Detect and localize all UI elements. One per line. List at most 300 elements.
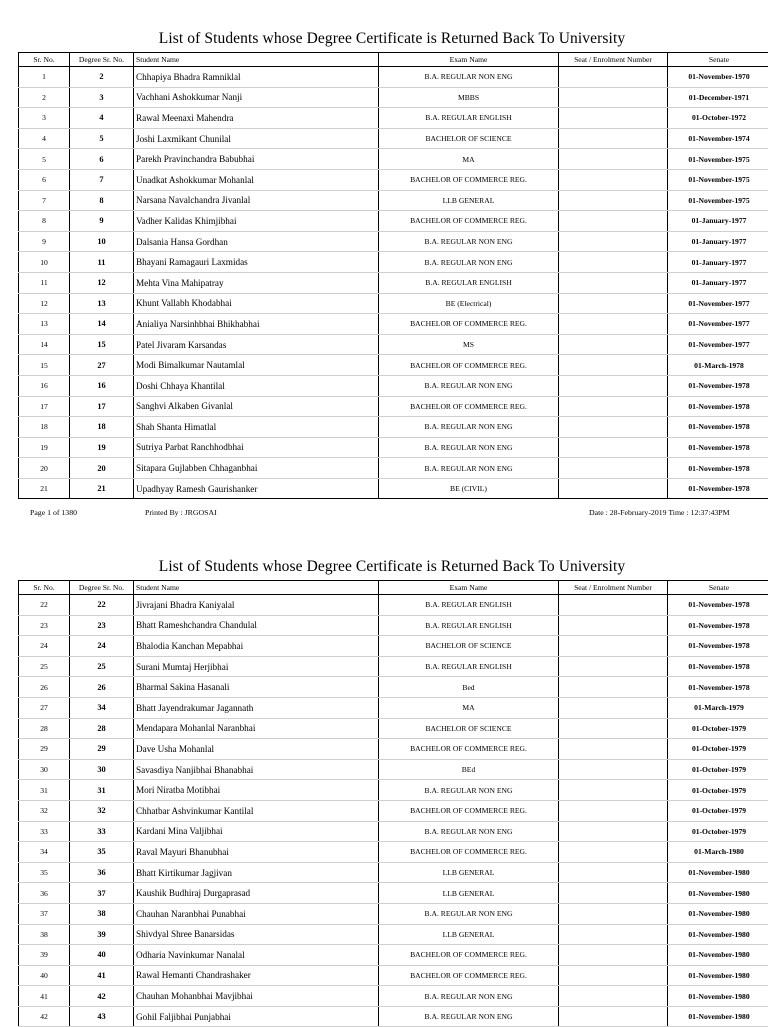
cell-sr-no: 23	[19, 615, 70, 636]
cell-degree-sr-no: 43	[70, 1006, 134, 1027]
cell-degree-sr-no: 23	[70, 615, 134, 636]
cell-degree-sr-no: 15	[70, 334, 134, 355]
cell-seat-number	[559, 231, 668, 252]
cell-student-name: Narsana Navalchandra Jivanlal	[134, 190, 379, 211]
cell-degree-sr-no: 21	[70, 478, 134, 499]
cell-sr-no: 10	[19, 252, 70, 273]
cell-exam-name: B.A. REGULAR NON ENG	[379, 437, 559, 458]
cell-seat-number	[559, 986, 668, 1007]
cell-seat-number	[559, 759, 668, 780]
table-row	[19, 211, 768, 232]
cell-degree-sr-no: 42	[70, 986, 134, 1007]
cell-degree-sr-no: 39	[70, 924, 134, 945]
table-row	[19, 986, 768, 1007]
cell-senate: 01-November-1980	[668, 945, 768, 966]
table-row	[19, 759, 768, 780]
cell-student-name: Chauhan Naranbhai Punabhai	[134, 903, 379, 924]
students-table	[18, 52, 768, 499]
print-date-time: Date : 28-February-2019 Time : 12:37:43PM	[589, 508, 730, 517]
cell-exam-name: LLB GENERAL	[379, 190, 559, 211]
cell-exam-name: BEd	[379, 759, 559, 780]
cell-student-name: Chhapiya Bhadra Ramniklal	[134, 67, 379, 88]
cell-seat-number	[559, 821, 668, 842]
cell-degree-sr-no: 16	[70, 375, 134, 396]
cell-senate: 01-November-1980	[668, 883, 768, 904]
cell-senate: 01-January-1977	[668, 231, 768, 252]
cell-senate: 01-November-1980	[668, 986, 768, 1007]
cell-student-name: Dave Usha Mohanlal	[134, 739, 379, 760]
cell-degree-sr-no: 31	[70, 780, 134, 801]
cell-exam-name: BACHELOR OF COMMERCE REG.	[379, 314, 559, 335]
cell-student-name: Vadher Kalidas Khimjibhai	[134, 211, 379, 232]
cell-exam-name: BACHELOR OF COMMERCE REG.	[379, 169, 559, 190]
cell-exam-name: BACHELOR OF COMMERCE REG.	[379, 211, 559, 232]
cell-seat-number	[559, 211, 668, 232]
cell-seat-number	[559, 334, 668, 355]
cell-senate: 01-November-1980	[668, 903, 768, 924]
cell-degree-sr-no: 40	[70, 945, 134, 966]
table-row	[19, 272, 768, 293]
cell-sr-no: 40	[19, 965, 70, 986]
cell-senate: 01-November-1978	[668, 478, 768, 499]
cell-seat-number	[559, 924, 668, 945]
cell-degree-sr-no: 3	[70, 87, 134, 108]
cell-seat-number	[559, 169, 668, 190]
cell-sr-no: 16	[19, 375, 70, 396]
cell-exam-name: B.A. REGULAR ENGLISH	[379, 656, 559, 677]
cell-senate: 01-November-1978	[668, 595, 768, 616]
cell-sr-no: 33	[19, 821, 70, 842]
cell-sr-no: 27	[19, 697, 70, 718]
cell-sr-no: 3	[19, 108, 70, 129]
table-row	[19, 780, 768, 801]
cell-senate: 01-January-1977	[668, 252, 768, 273]
cell-senate: 01-November-1974	[668, 128, 768, 149]
page-title: List of Students whose Degree Certificate is Returned Back To University	[0, 558, 768, 576]
cell-exam-name: MS	[379, 334, 559, 355]
cell-degree-sr-no: 38	[70, 903, 134, 924]
table-row	[19, 355, 768, 376]
table-row	[19, 87, 768, 108]
cell-seat-number	[559, 862, 668, 883]
cell-student-name: Sanghvi Alkaben Givanlal	[134, 396, 379, 417]
cell-exam-name: B.A. REGULAR NON ENG	[379, 986, 559, 1007]
col-exam-name: Exam Name	[379, 581, 559, 595]
col-seat-number: Seat / Enrolment Number	[559, 581, 668, 595]
cell-seat-number	[559, 615, 668, 636]
cell-seat-number	[559, 739, 668, 760]
table-row	[19, 924, 768, 945]
cell-seat-number	[559, 293, 668, 314]
table-row	[19, 437, 768, 458]
cell-student-name: Kaushik Budhiraj Durgaprasad	[134, 883, 379, 904]
cell-senate: 01-January-1977	[668, 272, 768, 293]
cell-student-name: Savasdiya Nanjibhai Bhanabhai	[134, 759, 379, 780]
cell-student-name: Upadhyay Ramesh Gaurishanker	[134, 478, 379, 499]
cell-exam-name: B.A. REGULAR NON ENG	[379, 1006, 559, 1027]
cell-student-name: Jivrajani Bhadra Kaniyalal	[134, 595, 379, 616]
cell-sr-no: 15	[19, 355, 70, 376]
cell-student-name: Shah Shanta Himatlal	[134, 417, 379, 438]
cell-sr-no: 9	[19, 231, 70, 252]
cell-senate: 01-March-1979	[668, 697, 768, 718]
cell-sr-no: 20	[19, 458, 70, 479]
cell-sr-no: 12	[19, 293, 70, 314]
cell-degree-sr-no: 17	[70, 396, 134, 417]
table-row	[19, 396, 768, 417]
cell-senate: 01-November-1978	[668, 375, 768, 396]
cell-senate: 01-November-1977	[668, 334, 768, 355]
cell-sr-no: 1	[19, 67, 70, 88]
cell-exam-name: B.A. REGULAR NON ENG	[379, 780, 559, 801]
cell-seat-number	[559, 417, 668, 438]
cell-seat-number	[559, 108, 668, 129]
cell-degree-sr-no: 12	[70, 272, 134, 293]
cell-exam-name: LLB GENERAL	[379, 883, 559, 904]
cell-student-name: Mehta Vina Mahipatray	[134, 272, 379, 293]
cell-sr-no: 29	[19, 739, 70, 760]
cell-student-name: Unadkat Ashokkumar Mohanlal	[134, 169, 379, 190]
cell-seat-number	[559, 780, 668, 801]
table-row	[19, 231, 768, 252]
cell-exam-name: BE (Electrical)	[379, 293, 559, 314]
cell-senate: 01-November-1978	[668, 417, 768, 438]
cell-senate: 01-March-1978	[668, 355, 768, 376]
cell-senate: 01-October-1979	[668, 739, 768, 760]
cell-exam-name: B.A. REGULAR ENGLISH	[379, 272, 559, 293]
cell-senate: 01-November-1978	[668, 615, 768, 636]
cell-senate: 01-October-1979	[668, 780, 768, 801]
cell-senate: 01-November-1978	[668, 677, 768, 698]
table-row	[19, 252, 768, 273]
cell-senate: 01-October-1979	[668, 821, 768, 842]
col-senate: Senate	[668, 581, 768, 595]
cell-seat-number	[559, 718, 668, 739]
cell-degree-sr-no: 14	[70, 314, 134, 335]
cell-degree-sr-no: 22	[70, 595, 134, 616]
cell-seat-number	[559, 272, 668, 293]
cell-student-name: Odharia Navinkumar Nanalal	[134, 945, 379, 966]
cell-exam-name: B.A. REGULAR NON ENG	[379, 375, 559, 396]
cell-senate: 01-November-1978	[668, 396, 768, 417]
cell-sr-no: 22	[19, 595, 70, 616]
table-row	[19, 67, 768, 88]
table-row	[19, 149, 768, 170]
cell-seat-number	[559, 595, 668, 616]
cell-degree-sr-no: 26	[70, 677, 134, 698]
cell-senate: 01-November-1980	[668, 924, 768, 945]
cell-exam-name: BACHELOR OF COMMERCE REG.	[379, 355, 559, 376]
table-row	[19, 718, 768, 739]
cell-exam-name: B.A. REGULAR NON ENG	[379, 458, 559, 479]
table-row	[19, 128, 768, 149]
cell-seat-number	[559, 636, 668, 657]
cell-degree-sr-no: 19	[70, 437, 134, 458]
cell-seat-number	[559, 128, 668, 149]
cell-student-name: Gohil Faljibhai Punjabhai	[134, 1006, 379, 1027]
table-row	[19, 677, 768, 698]
cell-seat-number	[559, 437, 668, 458]
cell-degree-sr-no: 5	[70, 128, 134, 149]
cell-exam-name: B.A. REGULAR NON ENG	[379, 821, 559, 842]
table-row	[19, 615, 768, 636]
cell-senate: 01-November-1975	[668, 149, 768, 170]
cell-degree-sr-no: 2	[70, 67, 134, 88]
cell-degree-sr-no: 35	[70, 842, 134, 863]
cell-seat-number	[559, 903, 668, 924]
cell-exam-name: MBBS	[379, 87, 559, 108]
cell-sr-no: 34	[19, 842, 70, 863]
cell-seat-number	[559, 883, 668, 904]
col-student-name: Student Name	[134, 581, 379, 595]
cell-senate: 01-November-1978	[668, 656, 768, 677]
cell-senate: 01-October-1979	[668, 800, 768, 821]
table-row	[19, 595, 768, 616]
cell-seat-number	[559, 314, 668, 335]
cell-seat-number	[559, 945, 668, 966]
cell-degree-sr-no: 13	[70, 293, 134, 314]
cell-student-name: Doshi Chhaya Khantilal	[134, 375, 379, 396]
cell-exam-name: BACHELOR OF COMMERCE REG.	[379, 739, 559, 760]
table-row	[19, 800, 768, 821]
cell-sr-no: 17	[19, 396, 70, 417]
cell-sr-no: 41	[19, 986, 70, 1007]
cell-sr-no: 18	[19, 417, 70, 438]
table-row	[19, 821, 768, 842]
cell-sr-no: 21	[19, 478, 70, 499]
cell-sr-no: 38	[19, 924, 70, 945]
table-row	[19, 478, 768, 499]
cell-sr-no: 19	[19, 437, 70, 458]
cell-seat-number	[559, 149, 668, 170]
cell-degree-sr-no: 30	[70, 759, 134, 780]
cell-exam-name: Bed	[379, 677, 559, 698]
cell-student-name: Rawal Meenaxi Mahendra	[134, 108, 379, 129]
cell-exam-name: B.A. REGULAR NON ENG	[379, 67, 559, 88]
cell-degree-sr-no: 25	[70, 656, 134, 677]
cell-student-name: Shivdyal Shree Banarsidas	[134, 924, 379, 945]
cell-senate: 01-November-1975	[668, 190, 768, 211]
cell-student-name: Sutriya Parbat Ranchhodbhai	[134, 437, 379, 458]
cell-sr-no: 39	[19, 945, 70, 966]
cell-exam-name: BACHELOR OF COMMERCE REG.	[379, 965, 559, 986]
cell-student-name: Bhatt Jayendrakumar Jagannath	[134, 697, 379, 718]
table-row	[19, 293, 768, 314]
printed-by: Printed By : JRGOSAI	[145, 508, 217, 517]
cell-student-name: Modi Bimalkumar Nautamlal	[134, 355, 379, 376]
cell-student-name: Parekh Pravinchandra Babubhai	[134, 149, 379, 170]
cell-sr-no: 25	[19, 656, 70, 677]
cell-exam-name: BACHELOR OF COMMERCE REG.	[379, 800, 559, 821]
cell-degree-sr-no: 8	[70, 190, 134, 211]
cell-exam-name: LLB GENERAL	[379, 862, 559, 883]
table-row	[19, 636, 768, 657]
table-header-row	[19, 53, 768, 67]
cell-sr-no: 35	[19, 862, 70, 883]
cell-student-name: Surani Mumtaj Herjibhai	[134, 656, 379, 677]
cell-seat-number	[559, 375, 668, 396]
cell-student-name: Bhatt Rameshchandra Chandulal	[134, 615, 379, 636]
cell-seat-number	[559, 87, 668, 108]
cell-seat-number	[559, 656, 668, 677]
cell-exam-name: BE (CIVIL)	[379, 478, 559, 499]
cell-senate: 01-November-1977	[668, 314, 768, 335]
cell-degree-sr-no: 34	[70, 697, 134, 718]
table-row	[19, 697, 768, 718]
cell-sr-no: 36	[19, 883, 70, 904]
cell-degree-sr-no: 29	[70, 739, 134, 760]
cell-senate: 01-November-1980	[668, 1006, 768, 1027]
table-row	[19, 945, 768, 966]
cell-exam-name: MA	[379, 697, 559, 718]
table-row	[19, 417, 768, 438]
col-senate: Senate	[668, 53, 768, 67]
cell-senate: 01-December-1971	[668, 87, 768, 108]
cell-seat-number	[559, 355, 668, 376]
cell-degree-sr-no: 32	[70, 800, 134, 821]
cell-sr-no: 30	[19, 759, 70, 780]
table-row	[19, 334, 768, 355]
cell-sr-no: 32	[19, 800, 70, 821]
cell-seat-number	[559, 190, 668, 211]
cell-degree-sr-no: 4	[70, 108, 134, 129]
cell-student-name: Bhayani Ramagauri Laxmidas	[134, 252, 379, 273]
cell-degree-sr-no: 33	[70, 821, 134, 842]
cell-student-name: Rawal Hemanti Chandrashaker	[134, 965, 379, 986]
cell-seat-number	[559, 478, 668, 499]
cell-exam-name: B.A. REGULAR NON ENG	[379, 231, 559, 252]
cell-degree-sr-no: 18	[70, 417, 134, 438]
cell-exam-name: BACHELOR OF COMMERCE REG.	[379, 945, 559, 966]
cell-sr-no: 31	[19, 780, 70, 801]
cell-exam-name: BACHELOR OF COMMERCE REG.	[379, 396, 559, 417]
cell-sr-no: 13	[19, 314, 70, 335]
cell-student-name: Vachhani Ashokkumar Nanji	[134, 87, 379, 108]
cell-senate: 01-November-1978	[668, 458, 768, 479]
cell-exam-name: B.A. REGULAR ENGLISH	[379, 108, 559, 129]
cell-degree-sr-no: 11	[70, 252, 134, 273]
col-sr-no: Sr. No.	[19, 581, 70, 595]
cell-exam-name: BACHELOR OF SCIENCE	[379, 636, 559, 657]
cell-sr-no: 11	[19, 272, 70, 293]
cell-exam-name: B.A. REGULAR ENGLISH	[379, 595, 559, 616]
cell-student-name: Chauhan Mohanbhai Mavjibhai	[134, 986, 379, 1007]
table-row	[19, 842, 768, 863]
cell-student-name: Sitapara Gujlabben Chhaganbhai	[134, 458, 379, 479]
cell-sr-no: 7	[19, 190, 70, 211]
students-table	[18, 580, 768, 1027]
table-row	[19, 965, 768, 986]
cell-sr-no: 5	[19, 149, 70, 170]
cell-exam-name: MA	[379, 149, 559, 170]
cell-senate: 01-November-1970	[668, 67, 768, 88]
cell-sr-no: 24	[19, 636, 70, 657]
table-row	[19, 190, 768, 211]
table-header-row	[19, 581, 768, 595]
col-degree-sr-no: Degree Sr. No.	[70, 581, 134, 595]
page-title: List of Students whose Degree Certificate is Returned Back To University	[0, 30, 768, 48]
table-row	[19, 883, 768, 904]
cell-student-name: Mendapara Mohanlal Naranbhai	[134, 718, 379, 739]
table-row	[19, 108, 768, 129]
cell-degree-sr-no: 6	[70, 149, 134, 170]
cell-senate: 01-March-1980	[668, 842, 768, 863]
cell-sr-no: 37	[19, 903, 70, 924]
cell-seat-number	[559, 697, 668, 718]
cell-seat-number	[559, 458, 668, 479]
cell-sr-no: 14	[19, 334, 70, 355]
cell-senate: 01-November-1977	[668, 293, 768, 314]
cell-sr-no: 4	[19, 128, 70, 149]
cell-senate: 01-October-1972	[668, 108, 768, 129]
cell-student-name: Bharmal Sakina Hasanali	[134, 677, 379, 698]
cell-sr-no: 42	[19, 1006, 70, 1027]
cell-seat-number	[559, 842, 668, 863]
cell-seat-number	[559, 252, 668, 273]
cell-student-name: Kardani Mina Valjibhai	[134, 821, 379, 842]
cell-senate: 01-November-1978	[668, 437, 768, 458]
cell-degree-sr-no: 36	[70, 862, 134, 883]
cell-student-name: Bhatt Kirtikumar Jagjivan	[134, 862, 379, 883]
cell-exam-name: BACHELOR OF COMMERCE REG.	[379, 842, 559, 863]
cell-exam-name: B.A. REGULAR NON ENG	[379, 417, 559, 438]
table-row	[19, 375, 768, 396]
cell-senate: 01-October-1979	[668, 759, 768, 780]
table-row	[19, 739, 768, 760]
cell-degree-sr-no: 10	[70, 231, 134, 252]
cell-senate: 01-January-1977	[668, 211, 768, 232]
table-row	[19, 458, 768, 479]
cell-exam-name: B.A. REGULAR NON ENG	[379, 252, 559, 273]
cell-senate: 01-October-1979	[668, 718, 768, 739]
cell-seat-number	[559, 677, 668, 698]
cell-degree-sr-no: 24	[70, 636, 134, 657]
table-row	[19, 656, 768, 677]
cell-student-name: Anialiya Narsinhbhai Bhikhabhai	[134, 314, 379, 335]
cell-degree-sr-no: 41	[70, 965, 134, 986]
col-sr-no: Sr. No.	[19, 53, 70, 67]
cell-student-name: Patel Jivaram Karsandas	[134, 334, 379, 355]
col-degree-sr-no: Degree Sr. No.	[70, 53, 134, 67]
cell-student-name: Khunt Vallabh Khodabhai	[134, 293, 379, 314]
cell-degree-sr-no: 27	[70, 355, 134, 376]
cell-degree-sr-no: 37	[70, 883, 134, 904]
col-seat-number: Seat / Enrolment Number	[559, 53, 668, 67]
cell-exam-name: LLB GENERAL	[379, 924, 559, 945]
cell-sr-no: 8	[19, 211, 70, 232]
cell-seat-number	[559, 965, 668, 986]
page-number: Page 1 of 1380	[30, 508, 77, 517]
cell-student-name: Bhalodia Kanchan Mepabhai	[134, 636, 379, 657]
cell-seat-number	[559, 67, 668, 88]
cell-seat-number	[559, 396, 668, 417]
cell-exam-name: B.A. REGULAR ENGLISH	[379, 615, 559, 636]
cell-sr-no: 26	[19, 677, 70, 698]
cell-senate: 01-November-1975	[668, 169, 768, 190]
cell-senate: 01-November-1980	[668, 965, 768, 986]
cell-senate: 01-November-1980	[668, 862, 768, 883]
cell-student-name: Chhatbar Ashvinkumar Kantilal	[134, 800, 379, 821]
cell-senate: 01-November-1978	[668, 636, 768, 657]
cell-degree-sr-no: 7	[70, 169, 134, 190]
table-row	[19, 314, 768, 335]
cell-student-name: Dalsania Hansa Gordhan	[134, 231, 379, 252]
col-student-name: Student Name	[134, 53, 379, 67]
cell-degree-sr-no: 9	[70, 211, 134, 232]
cell-seat-number	[559, 800, 668, 821]
col-exam-name: Exam Name	[379, 53, 559, 67]
table-row	[19, 169, 768, 190]
